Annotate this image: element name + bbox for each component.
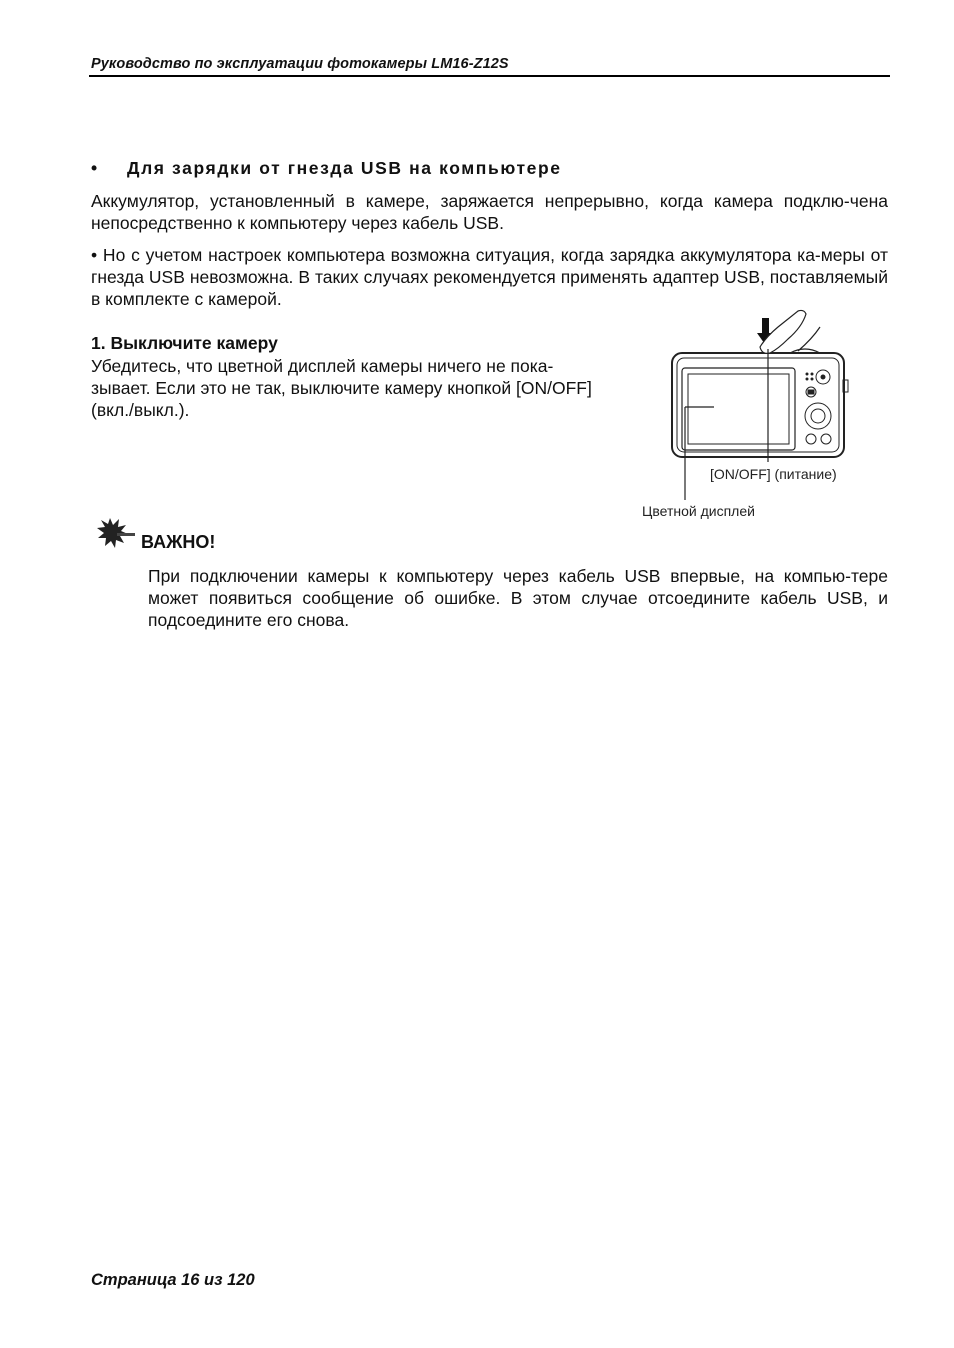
camera-figure	[620, 305, 870, 525]
paragraph-note: • Но с учетом настроек компьютера возможна ситуация, когда зарядка аккумулятора ка-меры от гнезда USB невозможна. В таких случаях рекомендуется применять адаптер USB, поставляемый в комплекте с камерой.	[91, 245, 888, 309]
step-title: 1. Выключите камеру	[91, 333, 278, 353]
camera-back-illustration	[620, 305, 870, 525]
section-title-text: Для зарядки от гнезда USB на компьютере	[127, 158, 562, 178]
page-number: Страница 16 из 120	[91, 1271, 255, 1289]
camera-controls	[805, 370, 831, 444]
burst-icon	[95, 516, 137, 550]
document-header: Руководство по эксплуатации фотокамеры LM16-Z12S	[91, 56, 509, 72]
header-rule	[89, 75, 890, 77]
display-label: Цветной дисплей	[642, 503, 755, 519]
step-text: Убедитесь, что цветной дисплей камеры ничего не пока-зывает. Если это не так, выключите камеру кнопкой [ON/OFF] (вкл./выкл.).	[91, 356, 592, 420]
onoff-label: [ON/OFF] (питание)	[710, 466, 837, 482]
important-text: При подключении камеры к компьютеру через кабель USB впервые, на компью-тере может появиться сообщение об ошибке. В этом случае отсоедините кабель USB, и подсоедините его снова.	[148, 566, 888, 630]
paragraph-charging: Аккумулятор, установленный в камере, заряжается непрерывно, когда камера подклю-чена непосредственно к компьютеру через кабель USB.	[91, 191, 888, 233]
important-title: ВАЖНО!	[141, 532, 216, 552]
section-title	[91, 158, 562, 179]
section-bullet: •	[91, 158, 99, 178]
